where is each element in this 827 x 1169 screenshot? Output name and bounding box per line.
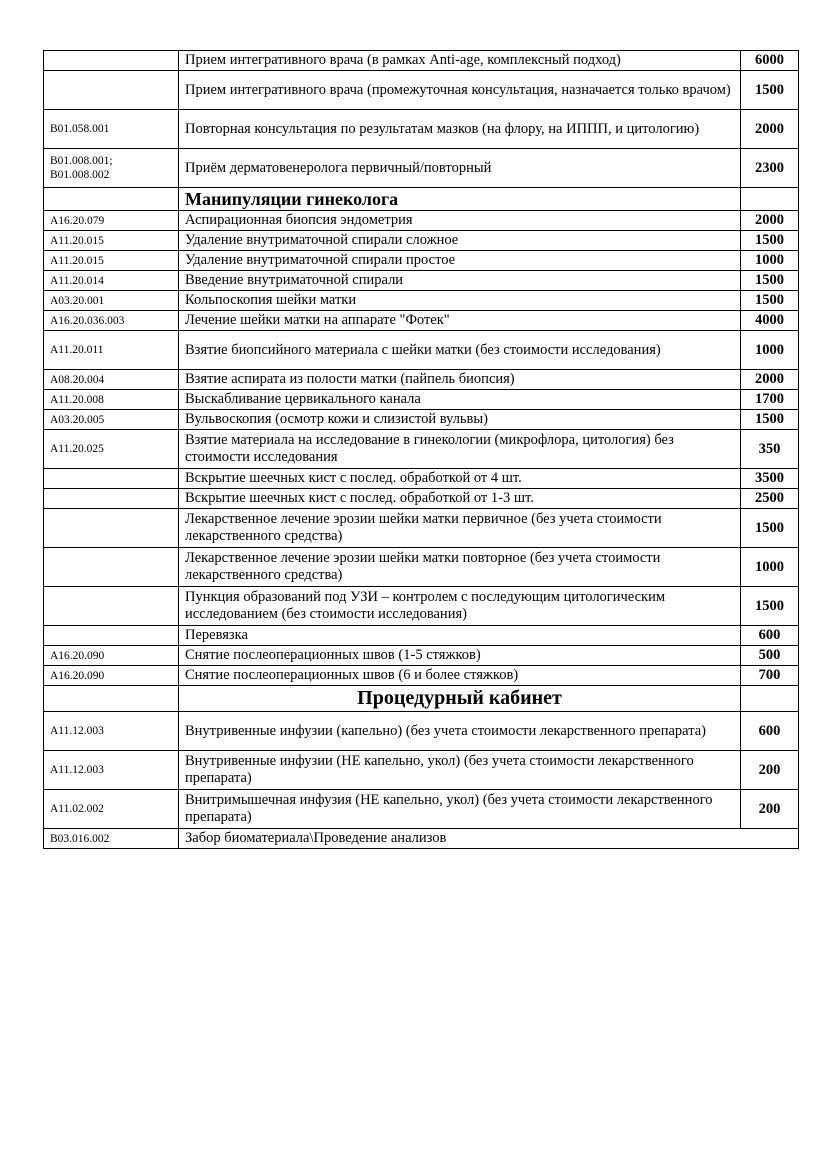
service-price: 1500 bbox=[741, 231, 799, 251]
service-name: Аспирационная биопсия эндометрия bbox=[179, 211, 741, 231]
service-name: Внутривенные инфузии (капельно) (без учета стоимости лекарственного препарата) bbox=[179, 712, 741, 751]
service-name: Удаление внутриматочной спирали сложное bbox=[179, 231, 741, 251]
service-code: A11.12.003 bbox=[44, 712, 179, 751]
service-code: B03.016.002 bbox=[44, 829, 179, 849]
service-code: A11.20.015 bbox=[44, 231, 179, 251]
service-price: 3500 bbox=[741, 469, 799, 489]
service-name: Вскрытие шеечных кист с послед. обработкой от 1-3 шт. bbox=[179, 489, 741, 509]
service-price: 500 bbox=[741, 646, 799, 666]
service-price: 1000 bbox=[741, 331, 799, 370]
table-row bbox=[44, 370, 799, 390]
table-row bbox=[44, 71, 799, 110]
service-name: Введение внутриматочной спирали bbox=[179, 271, 741, 291]
service-code bbox=[44, 686, 179, 712]
section-title: Процедурный кабинет bbox=[179, 686, 741, 712]
service-code: A11.02.002 bbox=[44, 790, 179, 829]
service-code bbox=[44, 71, 179, 110]
table-row bbox=[44, 291, 799, 311]
table-row bbox=[44, 666, 799, 686]
service-name: Взятие материала на исследование в гинекологии (микрофлора, цитология) без стоимости исследования bbox=[179, 430, 741, 469]
section-header-row bbox=[44, 188, 799, 211]
service-price: 700 bbox=[741, 666, 799, 686]
service-name: Вульвоскопия (осмотр кожи и слизистой вульвы) bbox=[179, 410, 741, 430]
service-name: Кольпоскопия шейки матки bbox=[179, 291, 741, 311]
service-price: 4000 bbox=[741, 311, 799, 331]
table-row bbox=[44, 829, 799, 849]
service-price: 1500 bbox=[741, 509, 799, 548]
table-row bbox=[44, 430, 799, 469]
service-price: 350 bbox=[741, 430, 799, 469]
service-price: 2300 bbox=[741, 149, 799, 188]
price-table bbox=[43, 50, 799, 849]
table-row bbox=[44, 251, 799, 271]
service-code bbox=[44, 469, 179, 489]
service-code: A03.20.005 bbox=[44, 410, 179, 430]
service-code: A11.12.003 bbox=[44, 751, 179, 790]
service-price: 2000 bbox=[741, 110, 799, 149]
service-name: Удаление внутриматочной спирали простое bbox=[179, 251, 741, 271]
service-code: A16.20.079 bbox=[44, 211, 179, 231]
service-name: Лекарственное лечение эрозии шейки матки повторное (без учета стоимости лекарственного средства) bbox=[179, 548, 741, 587]
service-name: Внитримышечная инфузия (НЕ капельно, укол) (без учета стоимости лекарственного препарата) bbox=[179, 790, 741, 829]
service-code: A11.20.008 bbox=[44, 390, 179, 410]
section-title: Манипуляции гинеколога bbox=[179, 188, 741, 211]
service-name: Повторная консультация по результатам мазков (на флору, на ИППП, и цитологию) bbox=[179, 110, 741, 149]
service-name: Пункция образований под УЗИ – контролем с последующим цитологическим исследованием (без стоимости исследования) bbox=[179, 587, 741, 626]
service-code: A03.20.001 bbox=[44, 291, 179, 311]
table-row bbox=[44, 311, 799, 331]
service-price: 1700 bbox=[741, 390, 799, 410]
service-code: A08.20.004 bbox=[44, 370, 179, 390]
service-code: A11.20.025 bbox=[44, 430, 179, 469]
service-code: A16.20.090 bbox=[44, 666, 179, 686]
table-row bbox=[44, 790, 799, 829]
service-price: 2000 bbox=[741, 370, 799, 390]
table-row bbox=[44, 331, 799, 370]
service-code: A16.20.090 bbox=[44, 646, 179, 666]
table-row bbox=[44, 489, 799, 509]
service-price: 1000 bbox=[741, 548, 799, 587]
service-price: 200 bbox=[741, 751, 799, 790]
service-code: A11.20.015 bbox=[44, 251, 179, 271]
service-price: 1500 bbox=[741, 587, 799, 626]
service-price: 600 bbox=[741, 712, 799, 751]
service-price: 6000 bbox=[741, 51, 799, 71]
service-name: Снятие послеоперационных швов (1-5 стяжков) bbox=[179, 646, 741, 666]
service-price bbox=[741, 188, 799, 211]
service-price: 2500 bbox=[741, 489, 799, 509]
service-name: Лечение шейки матки на аппарате "Фотек" bbox=[179, 311, 741, 331]
service-code: A16.20.036.003 bbox=[44, 311, 179, 331]
service-price: 1500 bbox=[741, 271, 799, 291]
service-price: 1500 bbox=[741, 71, 799, 110]
table-row bbox=[44, 587, 799, 626]
service-code bbox=[44, 626, 179, 646]
service-price: 1500 bbox=[741, 410, 799, 430]
service-price bbox=[741, 686, 799, 712]
table-row bbox=[44, 390, 799, 410]
service-code bbox=[44, 548, 179, 587]
service-name: Прием интегративного врача (в рамках Anti-age, комплексный подход) bbox=[179, 51, 741, 71]
table-row bbox=[44, 51, 799, 71]
service-code: A11.20.011 bbox=[44, 331, 179, 370]
service-name: Прием интегративного врача (промежуточная консультация, назначается только врачом) bbox=[179, 71, 741, 110]
service-code: B01.008.001; B01.008.002 bbox=[44, 149, 179, 188]
table-row bbox=[44, 712, 799, 751]
service-price: 2000 bbox=[741, 211, 799, 231]
table-row bbox=[44, 469, 799, 489]
service-name: Приём дерматовенеролога первичный/повторный bbox=[179, 149, 741, 188]
service-code bbox=[44, 509, 179, 548]
service-price: 1000 bbox=[741, 251, 799, 271]
service-name: Перевязка bbox=[179, 626, 741, 646]
service-code: B01.058.001 bbox=[44, 110, 179, 149]
table-row bbox=[44, 271, 799, 291]
service-price: 200 bbox=[741, 790, 799, 829]
service-name: Лекарственное лечение эрозии шейки матки первичное (без учета стоимости лекарственного средства) bbox=[179, 509, 741, 548]
table-row bbox=[44, 231, 799, 251]
service-code bbox=[44, 51, 179, 71]
table-row bbox=[44, 509, 799, 548]
table-row bbox=[44, 548, 799, 587]
price-table-body bbox=[44, 51, 799, 849]
service-name: Вскрытие шеечных кист с послед. обработкой от 4 шт. bbox=[179, 469, 741, 489]
service-name: Забор биоматериала\Проведение анализов bbox=[179, 829, 799, 849]
service-name: Взятие биопсийного материала с шейки матки (без стоимости исследования) bbox=[179, 331, 741, 370]
service-name: Взятие аспирата из полости матки (пайпель биопсия) bbox=[179, 370, 741, 390]
table-row bbox=[44, 410, 799, 430]
service-name: Внутривенные инфузии (НЕ капельно, укол) (без учета стоимости лекарственного препарата) bbox=[179, 751, 741, 790]
service-price: 600 bbox=[741, 626, 799, 646]
table-row bbox=[44, 110, 799, 149]
table-row bbox=[44, 149, 799, 188]
service-code bbox=[44, 188, 179, 211]
service-code: A11.20.014 bbox=[44, 271, 179, 291]
table-row bbox=[44, 626, 799, 646]
table-row bbox=[44, 751, 799, 790]
service-code bbox=[44, 489, 179, 509]
service-code bbox=[44, 587, 179, 626]
section-header-row bbox=[44, 686, 799, 712]
table-row bbox=[44, 211, 799, 231]
service-name: Выскабливание цервикального канала bbox=[179, 390, 741, 410]
service-name: Снятие послеоперационных швов (6 и более стяжков) bbox=[179, 666, 741, 686]
table-row bbox=[44, 646, 799, 666]
service-price: 1500 bbox=[741, 291, 799, 311]
